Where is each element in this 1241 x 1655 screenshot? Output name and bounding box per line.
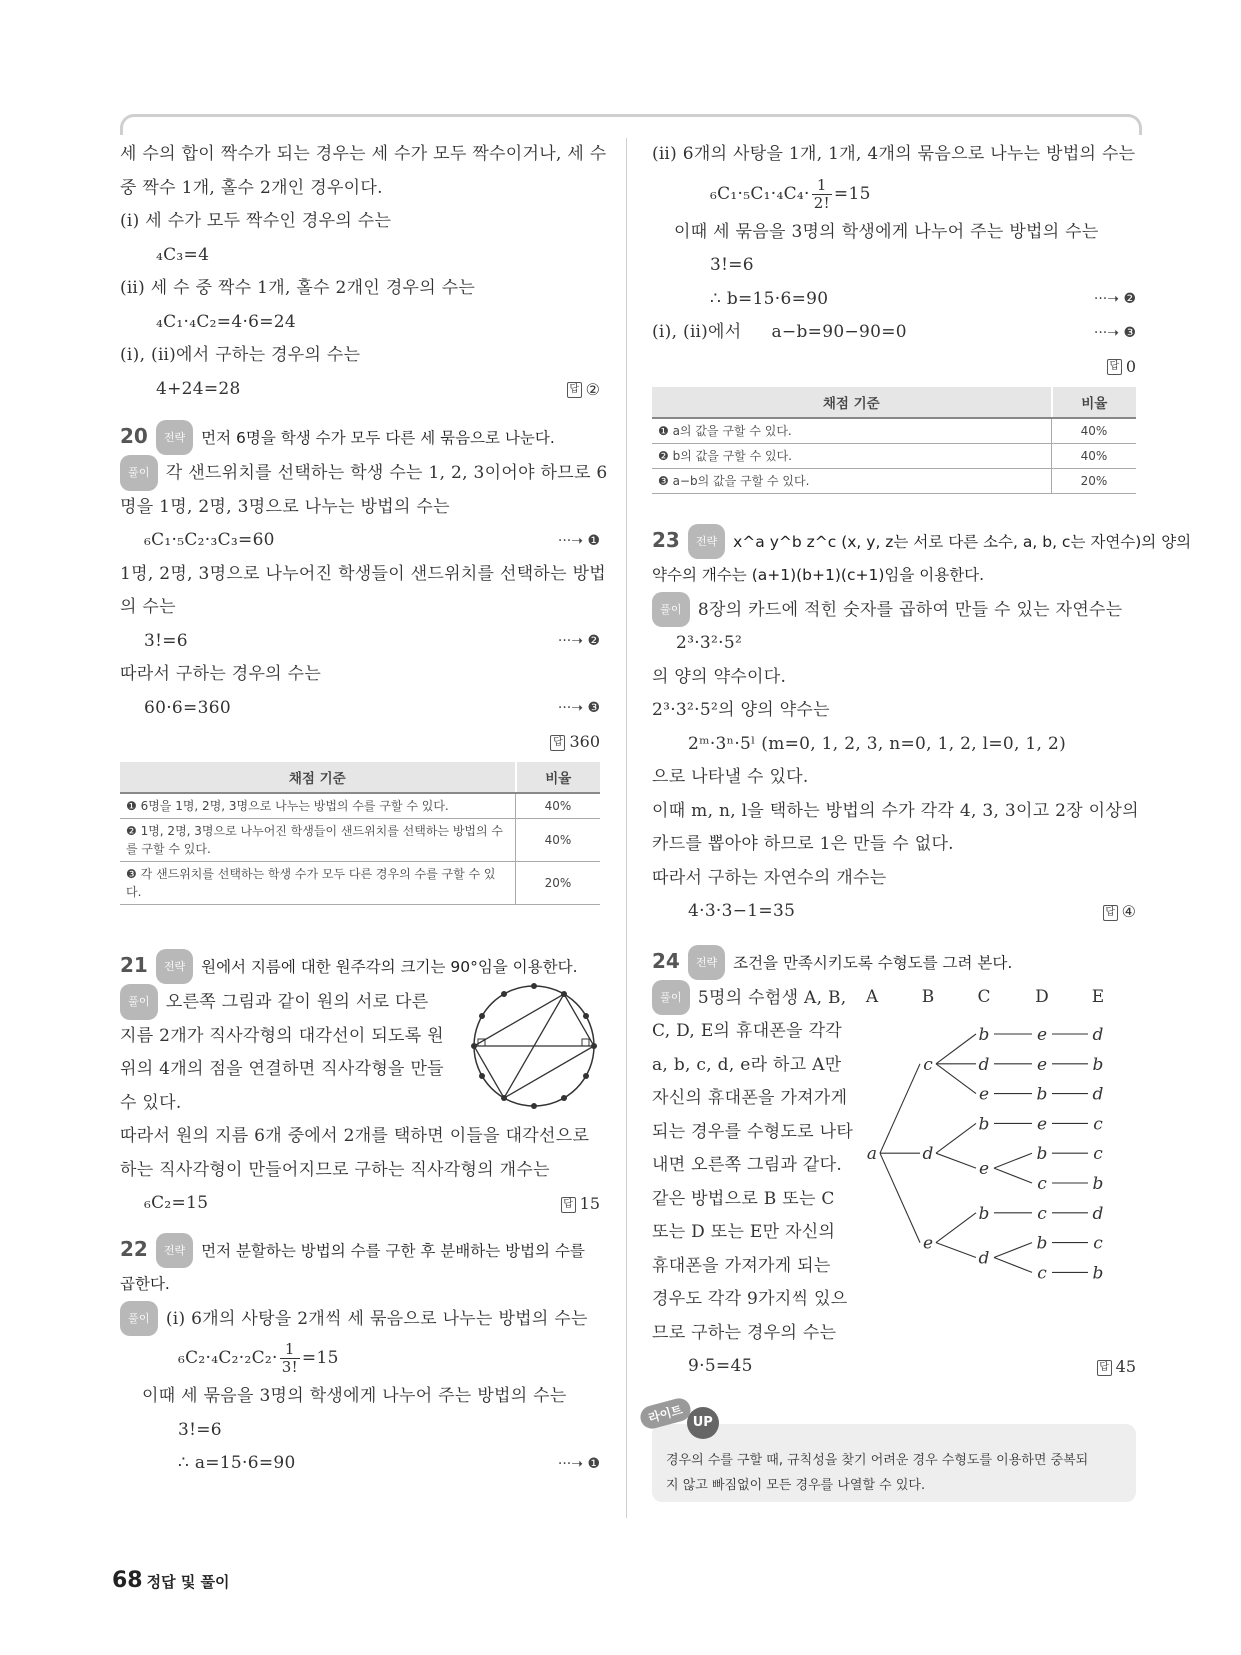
q24-strategy: 조건을 만족시키도록 수형도를 그려 본다. — [733, 953, 1013, 972]
q20-number: 20 — [120, 424, 148, 448]
footer-title: 정답 및 풀이 — [146, 1573, 230, 1591]
tip-badge — [640, 1402, 719, 1439]
q23-strategy: x^a y^b z^c (x, y, z는 서로 다른 소수, a, b, c는 자연수)의 양의 — [733, 532, 1192, 551]
tip-badge-label: 라이트 — [638, 1396, 693, 1431]
tree-branch — [936, 1242, 976, 1257]
solution-tag: 풀이 — [652, 980, 690, 1016]
table-header: 채점 기준 — [652, 387, 1052, 418]
right-column — [652, 138, 1192, 1384]
tree-node: b — [1092, 1173, 1104, 1194]
text-line: 자신의 휴대폰을 가져가게 — [652, 1088, 848, 1108]
text-line: 2³·3²·5²의 양의 약수는 — [652, 700, 830, 720]
q23-header — [652, 524, 1192, 559]
tree-node: b — [1036, 1233, 1048, 1254]
text-line: 오른쪽 그림과 같이 원의 서로 다른 — [165, 992, 429, 1012]
top-border — [120, 114, 1142, 135]
text-line: (ⅰ) 6개의 사탕을 2개씩 세 묶음으로 나누는 방법의 수는 — [165, 1308, 588, 1329]
q23-strategy-cont: 약수의 개수는 (a+1)(b+1)(c+1)임을 이용한다. — [652, 565, 985, 584]
q22-strategy-cont: 곱한다. — [120, 1274, 170, 1293]
text-line: 같은 방법으로 B 또는 C — [652, 1188, 835, 1209]
strategy-tag: 전략 — [156, 420, 193, 455]
tree-branch — [936, 1212, 976, 1242]
tree-node: c — [1037, 1262, 1047, 1280]
table-row: ❸ a−b의 값을 구할 수 있다. 20% — [652, 468, 1136, 493]
tree-branch — [936, 1034, 976, 1064]
q21-strategy: 원에서 지름에 대한 원주각의 크기는 90°임을 이용한다. — [201, 958, 578, 976]
q22-strategy: 먼저 분할하는 방법의 수를 구한 후 분배하는 방법의 수를 — [201, 1241, 585, 1260]
formula-line: 2ᵐ·3ⁿ·5ˡ (m=0, 1, 2, 3, n=0, 1, 2, l=0, 1, 2) — [688, 733, 1066, 754]
text-line: 의 수는 — [120, 597, 176, 617]
text-line: (ⅱ) 6개의 사탕을 1개, 1개, 4개의 묶음으로 나누는 방법의 수는 — [652, 144, 1136, 164]
q20-header — [120, 420, 600, 455]
q22-number: 22 — [120, 1236, 148, 1261]
tree-node: e — [1036, 1024, 1048, 1045]
tree-node: c — [1037, 1173, 1047, 1194]
text-line: (ⅰ), (ⅱ)에서 구하는 경우의 수는 — [120, 345, 361, 365]
tree-header-label: C — [977, 986, 991, 1007]
text-line: 각 샌드위치를 선택하는 학생 수는 1, 2, 3이어야 하므로 6 — [165, 463, 608, 483]
text-line: 또는 D 또는 E만 자신의 — [652, 1222, 836, 1242]
strategy-tag: 전략 — [688, 524, 725, 559]
text-line: 으로 나타낼 수 있다. — [652, 767, 809, 787]
tree-node: d — [1092, 1084, 1104, 1105]
text-line: 5명의 수험생 A, B, — [697, 987, 847, 1008]
table-row: ❶ 6명을 1명, 2명, 3명으로 나누는 방법의 수를 구할 수 있다. 40% — [120, 793, 600, 819]
tree-node: b — [978, 1203, 990, 1224]
step-mark: ···➝ ❷ — [557, 633, 600, 650]
step-mark: ···➝ ❶ — [557, 532, 600, 549]
tree-node: b — [1036, 1084, 1048, 1105]
step-mark: ···➝ ❸ — [557, 700, 600, 717]
formula-line: ∴ b=15·6=90 — [710, 288, 829, 309]
answer-icon: 답 — [561, 1197, 576, 1213]
answer-icon: 답 — [567, 382, 582, 398]
tree-node: c — [1093, 1143, 1103, 1164]
tree-node: e — [978, 1158, 990, 1179]
tree-node: e — [1036, 1113, 1048, 1134]
text-line: 8장의 카드에 적힌 숫자를 곱하여 만들 수 있는 자연수는 — [697, 599, 1123, 620]
solution-tag: 풀이 — [120, 1301, 158, 1337]
tree-diagram — [848, 980, 1138, 1280]
formula-line: ₆C₂=15 — [144, 1193, 209, 1213]
text-line: 따라서 원의 지름 6개 중에서 2개를 택하면 이들을 대각선으로 — [120, 1126, 590, 1146]
column-divider — [626, 138, 627, 1518]
strategy-tag: 전략 — [156, 1233, 193, 1268]
answer-icon: 답 — [550, 735, 565, 751]
text-line: 되는 경우를 수형도로 나타 — [652, 1121, 854, 1142]
answer: 답 0 — [652, 350, 1136, 383]
tree-node: b — [978, 1113, 990, 1134]
tree-branch — [936, 1123, 976, 1153]
q20-score-table — [120, 762, 600, 905]
tree-node: c — [1093, 1233, 1103, 1254]
tree-node: d — [978, 1054, 990, 1075]
page-number: 68 — [112, 1568, 143, 1593]
answer: 답 45 — [1097, 1350, 1136, 1383]
text-line: 의 양의 약수이다. — [652, 666, 787, 687]
text-line: 경우도 각각 9가지씩 있으 — [652, 1289, 848, 1309]
text-line: a, b, c, d, e라 하고 A만 — [652, 1054, 842, 1075]
tree-branch — [880, 1063, 920, 1152]
text-line: 따라서 구하는 경우의 수는 — [120, 664, 322, 684]
tree-node: c — [923, 1054, 933, 1075]
tree-branch — [994, 1168, 1032, 1183]
tree-branch — [994, 1153, 1032, 1168]
formula-line: ₄C₃=4 — [156, 244, 210, 265]
text-line: 하는 직사각형이 만들어지므로 구하는 직사각형의 개수는 — [120, 1159, 550, 1180]
text-line: 위의 4개의 점을 연결하면 직사각형을 만들 — [120, 1059, 444, 1079]
tip-badge-up: UP — [687, 1407, 719, 1439]
tree-node: b — [1092, 1262, 1104, 1280]
text-line: (ⅰ), (ⅱ)에서 a−b=90−90=0 — [652, 322, 907, 342]
formula-line: 3!=6 — [710, 255, 754, 275]
formula-line: 4·3·3−1=35 — [688, 901, 796, 921]
tree-header-label: E — [1091, 986, 1105, 1007]
answer: 답 15 — [561, 1187, 600, 1220]
tree-node: e — [978, 1084, 990, 1105]
formula-line: 60·6=360 — [144, 697, 231, 718]
table-row: ❷ b의 값을 구할 수 있다. 40% — [652, 443, 1136, 468]
formula-line: ₆C₁·₅C₂·₃C₃=60 — [144, 530, 275, 550]
tip-text: 경우의 수를 구할 때, 규칙성을 찾기 어려운 경우 수형도를 이용하면 중복되 지 않고 빠짐없이 모든 경우를 나열할 수 있다. — [666, 1453, 1089, 1493]
solution-tag: 풀이 — [120, 984, 158, 1020]
tree-node: c — [1093, 1113, 1103, 1134]
formula-line: ₆C₁·₅C₁·₄C₄· $\frac{1}{2!}$ =15 — [710, 175, 871, 212]
text-line: 이때 세 묶음을 3명의 학생에게 나누어 주는 방법의 수는 — [142, 1386, 567, 1406]
tip-box — [652, 1424, 1136, 1502]
tree-branch — [994, 1242, 1032, 1257]
text-line: 이때 세 묶음을 3명의 학생에게 나누어 주는 방법의 수는 — [674, 221, 1099, 242]
table-header: 비율 — [1052, 387, 1137, 418]
formula-line: ₄C₁·₄C₂=4·6=24 — [156, 311, 297, 332]
answer-icon: 답 — [1103, 905, 1118, 921]
answer: 답 ④ — [1103, 895, 1136, 928]
tree-header-label: B — [921, 986, 935, 1007]
tree-branch — [936, 1153, 976, 1168]
formula-line: ∴ a=15·6=90 — [178, 1453, 296, 1473]
text-line: 1명, 2명, 3명으로 나누어진 학생들이 샌드위치를 선택하는 방법 — [120, 563, 607, 584]
tree-branch — [936, 1063, 976, 1093]
circle-rectangle-figure — [466, 978, 602, 1114]
answer-icon: 답 — [1097, 1360, 1112, 1376]
tree-node: d — [922, 1143, 934, 1164]
formula-line: 9·5=45 — [688, 1356, 753, 1376]
tree-node: b — [1092, 1054, 1104, 1075]
solution-tag: 풀이 — [120, 455, 158, 491]
q22-header — [120, 1233, 600, 1268]
answer-icon: 답 — [1107, 359, 1122, 375]
tree-node: d — [1092, 1024, 1104, 1045]
q21-number: 21 — [120, 953, 148, 977]
text-line: 휴대폰을 가져가게 되는 — [652, 1255, 831, 1276]
formula-line: 3!=6 — [144, 630, 188, 651]
text-line: 명을 1명, 2명, 3명으로 나누는 방법의 수는 — [120, 496, 450, 517]
answer: 답 360 — [120, 725, 600, 758]
text-line: 이때 m, n, l을 택하는 방법의 수가 각각 4, 3, 3이고 2장 이상의 — [652, 800, 1139, 821]
text-line: 수 있다. — [120, 1092, 182, 1113]
tree-header-label: D — [1035, 986, 1049, 1007]
text-line: 카드를 뽑아야 하므로 1은 만들 수 없다. — [652, 834, 954, 854]
text-line: 세 수의 합이 짝수가 되는 경우는 세 수가 모두 짝수이거나, 세 수 — [120, 144, 607, 164]
table-header: 채점 기준 — [120, 762, 516, 793]
fraction: $\frac{1}{2!}$ — [813, 175, 830, 212]
tree-branch — [994, 1257, 1032, 1272]
tree-node: c — [1037, 1203, 1047, 1224]
tree-node: a — [866, 1143, 878, 1164]
strategy-tag: 전략 — [688, 945, 725, 980]
formula-line: ₆C₂·₄C₂·₂C₂· $\frac{1}{3!}$ =15 — [178, 1340, 339, 1376]
q24-number: 24 — [652, 948, 680, 973]
strategy-tag: 전략 — [156, 949, 193, 984]
q24-header — [652, 945, 1136, 980]
page-footer — [112, 1568, 230, 1593]
tree-header-label: A — [865, 986, 879, 1007]
step-mark: ···➝ ❸ — [1093, 324, 1136, 341]
step-mark: ···➝ ❶ — [557, 1455, 600, 1472]
tree-node: e — [1036, 1054, 1048, 1075]
q20-strategy: 먼저 6명을 학생 수가 모두 다른 세 묶음으로 나눈다. — [201, 429, 555, 447]
fraction: $\frac{1}{3!}$ — [281, 1340, 298, 1376]
tree-branch — [880, 1153, 920, 1242]
text-line: (ⅰ) 세 수가 모두 짝수인 경우의 수는 — [120, 211, 392, 231]
table-row: ❸ 각 샌드위치를 선택하는 학생 수가 모두 다른 경우의 수를 구할 수 있다. 20% — [120, 862, 600, 905]
table-row: ❷ 1명, 2명, 3명으로 나누어진 학생들이 샌드위치를 선택하는 방법의 수를 구할 수 있다. 40% — [120, 819, 600, 862]
text-line: 따라서 구하는 자연수의 개수는 — [652, 867, 887, 888]
tree-node: b — [978, 1024, 990, 1045]
tree-node: e — [922, 1233, 934, 1254]
formula-line: 4+24=28 — [156, 378, 241, 399]
text-line: C, D, E의 휴대폰을 각각 — [652, 1021, 843, 1041]
text-line: 므로 구하는 경우의 수는 — [652, 1322, 837, 1343]
text-line: 중 짝수 1개, 홀수 2개인 경우이다. — [120, 177, 383, 198]
table-row: ❶ a의 값을 구할 수 있다. 40% — [652, 418, 1136, 444]
solution-tag: 풀이 — [652, 592, 690, 628]
tree-node: d — [978, 1248, 990, 1268]
step-mark: ···➝ ❷ — [1093, 291, 1136, 308]
formula-line: 3!=6 — [178, 1419, 222, 1440]
q23-number: 23 — [652, 527, 680, 552]
text-line: 지름 2개가 직사각형의 대각선이 되도록 원 — [120, 1025, 444, 1046]
formula-line: 2³·3²·5² — [676, 633, 743, 653]
text-line: 내면 오른쪽 그림과 같다. — [652, 1155, 843, 1175]
q22-score-table — [652, 387, 1136, 494]
answer: 답 ② — [567, 373, 600, 406]
left-column — [120, 138, 608, 1481]
table-header: 비율 — [516, 762, 601, 793]
tree-node: d — [1092, 1203, 1104, 1224]
text-line: (ⅱ) 세 수 중 짝수 1개, 홀수 2개인 경우의 수는 — [120, 278, 476, 298]
tree-node: b — [1036, 1143, 1048, 1164]
